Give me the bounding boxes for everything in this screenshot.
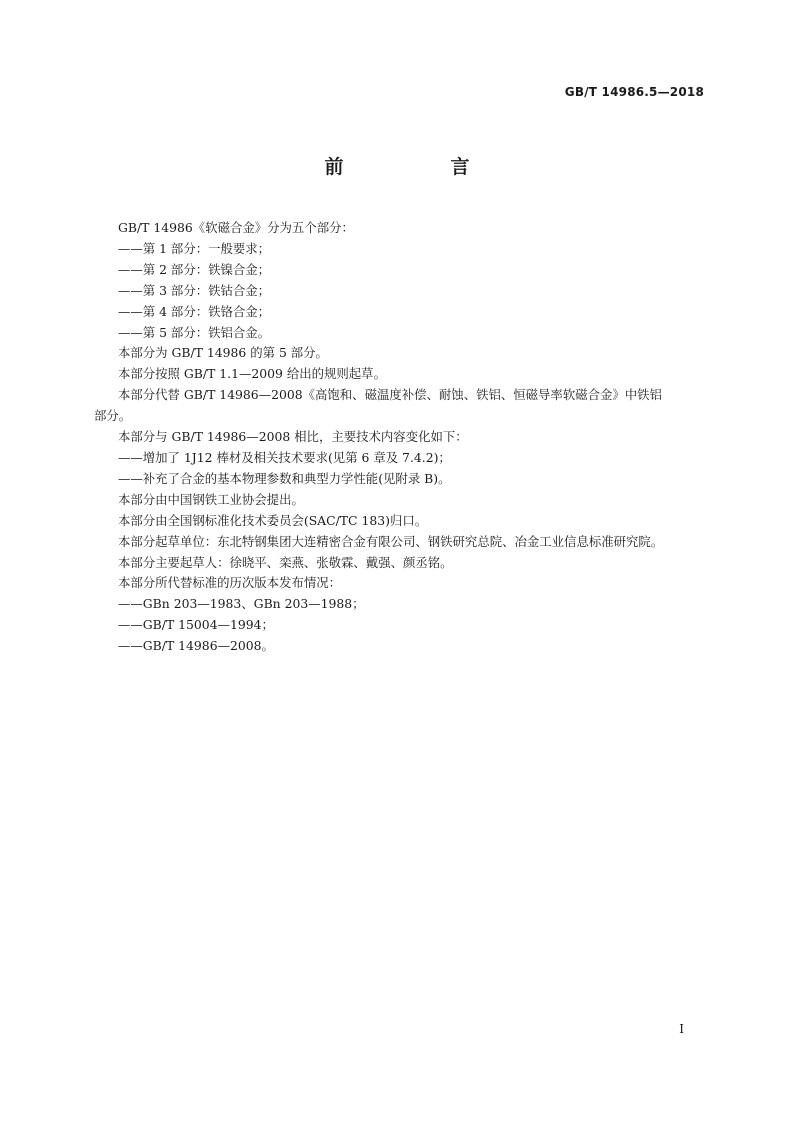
list-item-change-1: ——增加了 1J12 棒材及相关技术要求(见第 6 章及 7.4.2)；	[118, 449, 451, 465]
document-code: GB/T 14986.5—2018	[564, 85, 704, 99]
page-number: I	[679, 1022, 684, 1036]
paragraph-drafting-units: 本部分起草单位：东北特钢集团大连精密合金有限公司、钢铁研究总院、冶金工业信息标准研究院。	[118, 533, 664, 549]
paragraph-replaces: 本部分代替 GB/T 14986—2008《高饱和、磁温度补偿、耐蚀、铁铝、恒磁导率软磁合金》中铁铝	[118, 387, 662, 403]
list-item-history-2: ——GB/T 15004—1994；	[118, 617, 274, 633]
paragraph-replaces-continued: 部分。	[94, 408, 132, 424]
list-item-history-1: ——GBn 203—1983、GBn 203—1988；	[118, 596, 365, 612]
list-item-change-2: ——补充了合金的基本物理参数和典型力学性能(见附录 B)。	[118, 470, 451, 486]
page-title: 前 言	[324, 156, 514, 178]
paragraph-drafters: 本部分主要起草人：徐晓平、栾燕、张敬霖、戴强、颜丞铭。	[118, 554, 453, 570]
foreword-body	[94, 218, 704, 657]
list-item-part-5: ——第 5 部分：铁铝合金。	[118, 324, 271, 340]
paragraph-proposed-by: 本部分由中国钢铁工业协会提出。	[118, 491, 304, 507]
list-item-history-3: ——GB/T 14986—2008。	[118, 638, 274, 654]
paragraph-history: 本部分所代替标准的历次版本发布情况：	[118, 575, 342, 591]
list-item-part-3: ——第 3 部分：铁钴合金；	[118, 282, 271, 298]
list-item-part-2: ——第 2 部分：铁镍合金；	[118, 261, 271, 277]
paragraph-intro: GB/T 14986《软磁合金》分为五个部分：	[118, 220, 354, 235]
list-item-part-1: ——第 1 部分：一般要求；	[118, 240, 271, 256]
paragraph-centralized-by: 本部分由全国钢标准化技术委员会(SAC/TC 183)归口。	[118, 512, 428, 528]
paragraph-changes: 本部分与 GB/T 14986—2008 相比，主要技术内容变化如下：	[118, 429, 468, 445]
paragraph-part-statement: 本部分为 GB/T 14986 的第 5 部分。	[118, 345, 328, 361]
list-item-part-4: ——第 4 部分：铁铬合金；	[118, 303, 271, 319]
paragraph-drafting-rules: 本部分按照 GB/T 1.1—2009 给出的规则起草。	[118, 366, 386, 382]
